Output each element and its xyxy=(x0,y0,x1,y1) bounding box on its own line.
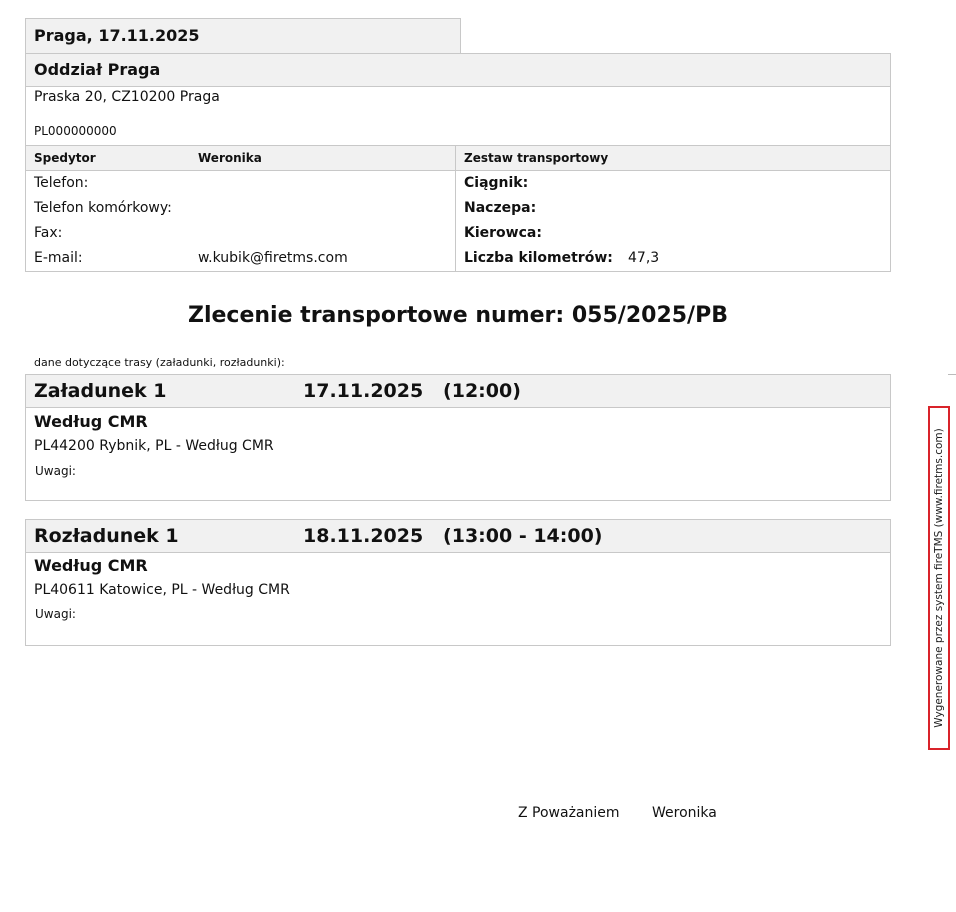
unloading-address: PL40611 Katowice, PL - Według CMR xyxy=(34,582,290,598)
branch-name: Oddział Praga xyxy=(34,60,161,79)
email-value[interactable]: w.kubik@firetms.com xyxy=(198,250,348,266)
contact-header-row xyxy=(26,146,890,170)
unloading-notes-label: Uwagi: xyxy=(35,607,76,621)
branch-address: Praska 20, CZ10200 Praga xyxy=(34,89,220,105)
generated-by-note xyxy=(928,406,950,750)
unloading-datetime: 18.11.2025 (13:00 - 14:00) xyxy=(303,525,603,547)
phone-label: Telefon: xyxy=(34,175,89,191)
loading-notes-label: Uwagi: xyxy=(35,464,76,478)
tractor-label: Ciągnik: xyxy=(464,175,529,191)
place-date: Praga, 17.11.2025 xyxy=(34,26,200,45)
forwarder-label: Spedytor xyxy=(34,151,96,165)
km-value: 47,3 xyxy=(628,250,660,266)
route-caption: dane dotyczące trasy (załadunki, rozładunki): xyxy=(34,356,285,369)
tax-id: PL000000000 xyxy=(34,124,117,138)
km-label: Liczba kilometrów: xyxy=(464,250,613,266)
loading-title: Załadunek 1 xyxy=(34,380,167,402)
trailer-label: Naczepa: xyxy=(464,200,537,216)
loading-address: PL44200 Rybnik, PL - Według CMR xyxy=(34,438,274,454)
generated-by-text: Wygenerowane przez system fireTMS (www.firetms.com) xyxy=(933,428,945,728)
forwarder-name: Weronika xyxy=(198,151,262,165)
margin-tick xyxy=(948,374,956,375)
order-title: Zlecenie transportowe numer: 055/2025/PB xyxy=(188,303,728,328)
closing-name: Weronika xyxy=(652,805,717,821)
unloading-title: Rozładunek 1 xyxy=(34,525,179,547)
closing-regards: Z Poważaniem xyxy=(518,805,620,821)
loading-datetime: 17.11.2025 (12:00) xyxy=(303,380,521,402)
loading-company: Według CMR xyxy=(34,412,148,431)
mobile-label: Telefon komórkowy: xyxy=(34,200,172,216)
unloading-company: Według CMR xyxy=(34,556,148,575)
transport-set-title: Zestaw transportowy xyxy=(464,151,609,165)
fax-label: Fax: xyxy=(34,225,63,241)
email-label: E-mail: xyxy=(34,250,83,266)
driver-label: Kierowca: xyxy=(464,225,542,241)
